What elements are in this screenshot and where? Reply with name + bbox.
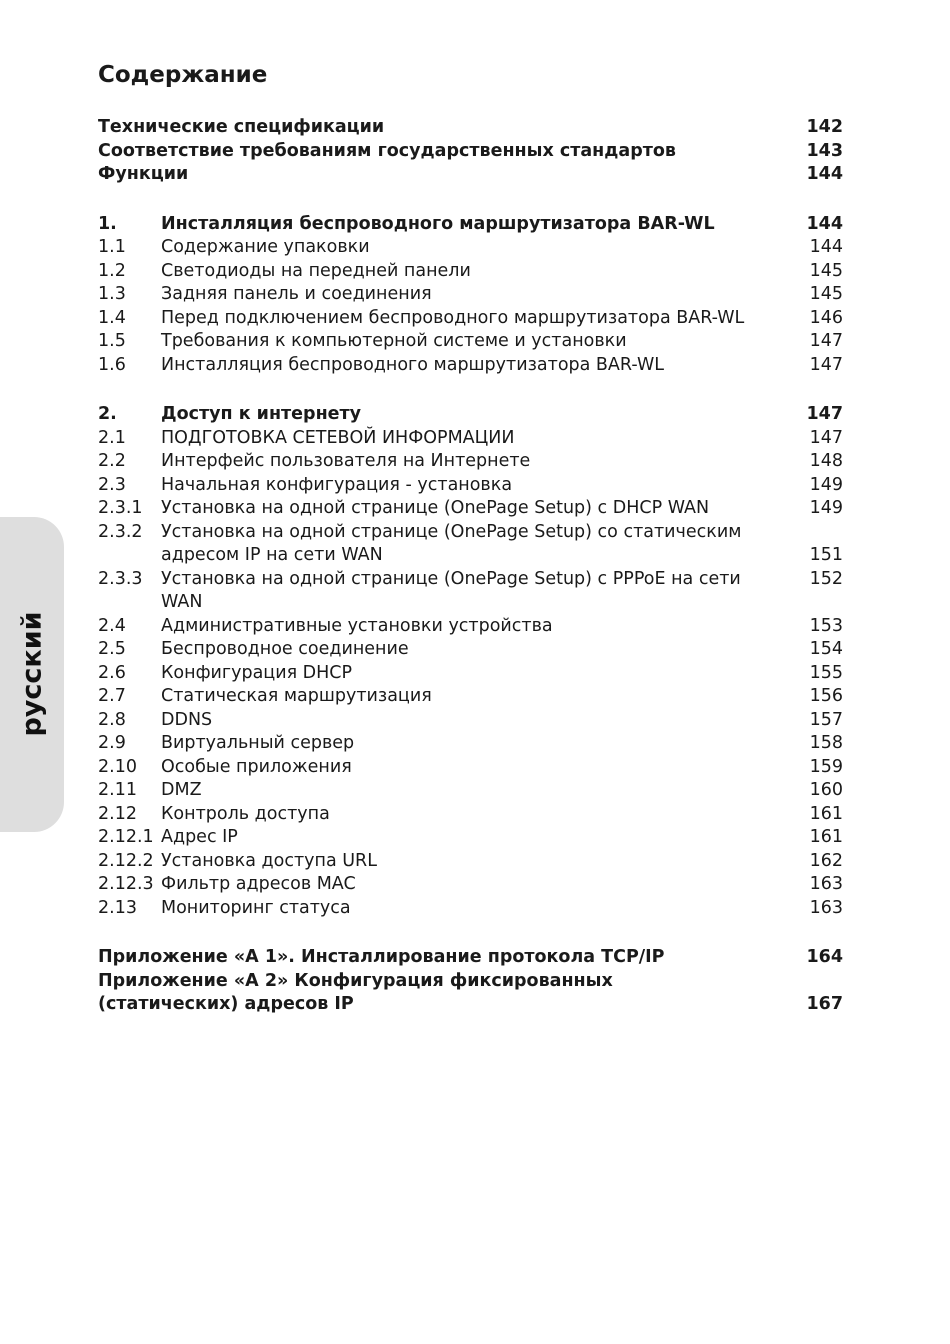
toc-entry-page: 164	[806, 947, 843, 967]
toc-entry-title: Интерфейс пользователя на Интернете	[161, 451, 531, 471]
toc-entry-number: 1.1	[98, 237, 126, 257]
toc-entry-number: 2.2	[98, 451, 126, 471]
toc-entry-number: 2.10	[98, 756, 137, 777]
toc-entry[interactable]	[98, 732, 843, 756]
toc-entry-number: 1.4	[98, 307, 126, 328]
toc-entry-page: 144	[809, 237, 843, 257]
toc-entry[interactable]	[98, 521, 843, 545]
toc-entry-title: Особые приложения	[161, 756, 352, 777]
toc-entry[interactable]	[98, 354, 843, 378]
toc-entry-title: Установка доступа URL	[161, 850, 377, 871]
section-gap	[98, 187, 843, 213]
toc-entry-number: 2.7	[98, 686, 126, 706]
toc-entry-number: 2.5	[98, 639, 126, 659]
toc-entry[interactable]	[98, 897, 843, 921]
page-title: Содержание	[98, 62, 268, 88]
table-of-contents	[98, 116, 843, 1017]
toc-entry-title: Задняя панель и соединения	[161, 284, 432, 304]
toc-entry-title: Доступ к интернету	[161, 404, 362, 424]
toc-entry-page: 149	[809, 498, 843, 518]
toc-entry-title: Функции	[98, 164, 189, 184]
toc-entry-page: 151	[809, 545, 843, 565]
toc-entry[interactable]	[98, 850, 843, 874]
toc-entry-title: Установка на одной странице (OnePage Setup) с DHCP WAN	[161, 498, 710, 518]
toc-entry-number: 2.9	[98, 733, 126, 753]
toc-entry-number: 2.3.2	[98, 521, 143, 542]
toc-entry-number: 2.12.2	[98, 850, 154, 871]
toc-entry-page: 157	[809, 709, 843, 730]
toc-entry-title: Фильтр адресов MAC	[161, 874, 356, 894]
section-gap	[98, 377, 843, 403]
toc-appendix-entry[interactable]	[98, 970, 843, 994]
toc-entry[interactable]	[98, 568, 843, 615]
toc-intro-entry[interactable]	[98, 140, 843, 164]
toc-entry-continued[interactable]	[98, 544, 843, 568]
toc-entry-number: 2.12.1	[98, 827, 154, 847]
toc-entry-title: Соответствие требованиям государственных стандартов	[98, 140, 676, 161]
toc-entry[interactable]	[98, 450, 843, 474]
toc-entry[interactable]	[98, 662, 843, 686]
toc-entry-number: 1.	[98, 213, 117, 234]
toc-entry-page: 146	[809, 307, 843, 328]
toc-intro-entry[interactable]	[98, 116, 843, 140]
toc-appendix-entry-continued[interactable]	[98, 993, 843, 1017]
toc-entry-number: 1.6	[98, 354, 126, 375]
toc-entry-number: 2.3.3	[98, 568, 143, 589]
toc-entry-page: 147	[809, 354, 843, 375]
toc-entry-number: 2.	[98, 404, 117, 424]
toc-entry[interactable]	[98, 826, 843, 850]
toc-entry[interactable]	[98, 638, 843, 662]
toc-entry-title: Технические спецификации	[98, 117, 385, 137]
toc-entry[interactable]	[98, 779, 843, 803]
toc-entry-page: 159	[809, 756, 843, 777]
toc-entry-title: (статических) адресов IP	[98, 994, 354, 1014]
toc-intro-entry[interactable]	[98, 163, 843, 187]
toc-entry-title: Содержание упаковки	[161, 237, 370, 257]
toc-entry-title: адресом IP на сети WAN	[161, 545, 383, 565]
toc-entry-title: Статическая маршрутизация	[161, 686, 432, 706]
toc-entry-title: Беспроводное соединение	[161, 639, 409, 659]
toc-entry-number: 1.2	[98, 260, 126, 281]
toc-entry-page: 144	[806, 164, 843, 184]
toc-entry-number: 2.12	[98, 803, 137, 824]
toc-entry-page: 145	[809, 284, 843, 304]
toc-entry-number: 2.8	[98, 709, 126, 730]
toc-entry-title: Перед подключением беспроводного маршрутизатора BAR-WL	[161, 307, 745, 328]
toc-entry-page: 158	[809, 733, 843, 753]
toc-entry-page: 143	[806, 140, 843, 161]
toc-entry[interactable]	[98, 260, 843, 284]
toc-entry-title: Приложение «А 1». Инсталлирование протокола TCP/IP	[98, 947, 665, 967]
toc-entry-title: DMZ	[161, 780, 202, 800]
toc-entry-title: DDNS	[161, 709, 213, 730]
toc-entry-page: 167	[806, 994, 843, 1014]
toc-entry[interactable]	[98, 803, 843, 827]
toc-entry-page: 147	[809, 331, 843, 351]
toc-entry-number: 2.3.1	[98, 498, 143, 518]
toc-entry[interactable]	[98, 497, 843, 521]
toc-entry-title: Конфигурация DHCP	[161, 662, 353, 683]
toc-entry[interactable]	[98, 873, 843, 897]
toc-entry-page: 154	[809, 639, 843, 659]
toc-entry-page: 163	[809, 897, 843, 918]
toc-appendix-entry[interactable]	[98, 946, 843, 970]
toc-entry-page: 148	[809, 451, 843, 471]
appendix-gap	[98, 920, 843, 946]
toc-entry-page: 149	[809, 474, 843, 495]
toc-entry-page: 162	[809, 850, 843, 871]
toc-entry-title: Установка на одной странице (OnePage Setup) с PPPoE на сети WAN	[161, 568, 741, 612]
toc-entry-title: Контроль доступа	[161, 803, 330, 824]
toc-entry[interactable]	[98, 709, 843, 733]
toc-entry-page: 144	[806, 213, 843, 234]
toc-entry-number: 2.4	[98, 615, 126, 636]
toc-entry-title: Мониторинг статуса	[161, 897, 351, 918]
toc-entry[interactable]	[98, 283, 843, 307]
toc-entry[interactable]	[98, 236, 843, 260]
toc-entry-title: Виртуальный сервер	[161, 733, 355, 753]
toc-entry-page: 147	[809, 427, 843, 448]
toc-entry-page: 156	[809, 686, 843, 706]
toc-entry-page: 163	[809, 874, 843, 894]
toc-entry-title: Адрес IP	[161, 827, 238, 847]
toc-entry-number: 2.12.3	[98, 874, 154, 894]
toc-entry-page: 142	[806, 117, 843, 137]
toc-entry-title: Приложение «А 2» Конфигурация фиксированных	[98, 970, 613, 991]
toc-entry-number: 2.6	[98, 662, 126, 683]
toc-section-heading[interactable]	[98, 403, 843, 427]
toc-entry[interactable]	[98, 307, 843, 331]
toc-entry-title: Инсталляция беспроводного маршрутизатора BAR-WL	[161, 354, 665, 375]
toc-entry-title: Административные установки устройства	[161, 615, 553, 636]
toc-entry-title: Светодиоды на передней панели	[161, 260, 471, 281]
toc-entry-title: ПОДГОТОВКА СЕТЕВОЙ ИНФОРМАЦИИ	[161, 427, 515, 448]
toc-entry[interactable]	[98, 330, 843, 354]
toc-entry-title: Инсталляция беспроводного маршрутизатора BAR-WL	[161, 213, 715, 234]
toc-entry-page: 155	[809, 662, 843, 683]
toc-entry-page: 153	[809, 615, 843, 636]
language-label: русский	[16, 611, 48, 737]
toc-entry-title: Установка на одной странице (OnePage Setup) со статическим	[161, 521, 742, 542]
toc-entry-page: 147	[806, 404, 843, 424]
toc-entry-page: 145	[809, 260, 843, 281]
toc-entry-number: 1.3	[98, 284, 126, 304]
toc-entry-page: 152	[809, 568, 843, 589]
toc-entry[interactable]	[98, 474, 843, 498]
toc-entry-number: 2.3	[98, 474, 126, 495]
toc-entry-page: 161	[809, 803, 843, 824]
toc-entry-page: 160	[809, 780, 843, 800]
toc-section-heading[interactable]	[98, 213, 843, 237]
toc-entry-number: 1.5	[98, 331, 126, 351]
toc-entry[interactable]	[98, 756, 843, 780]
toc-entry[interactable]	[98, 427, 843, 451]
toc-entry-number: 2.11	[98, 780, 137, 800]
toc-entry-number: 2.1	[98, 427, 126, 448]
toc-entry-number: 2.13	[98, 897, 137, 918]
toc-entry[interactable]	[98, 615, 843, 639]
toc-entry-page: 161	[809, 827, 843, 847]
toc-entry-title: Требования к компьютерной системе и установки	[161, 331, 627, 351]
toc-entry-title: Начальная конфигурация - установка	[161, 474, 513, 495]
toc-entry[interactable]	[98, 685, 843, 709]
